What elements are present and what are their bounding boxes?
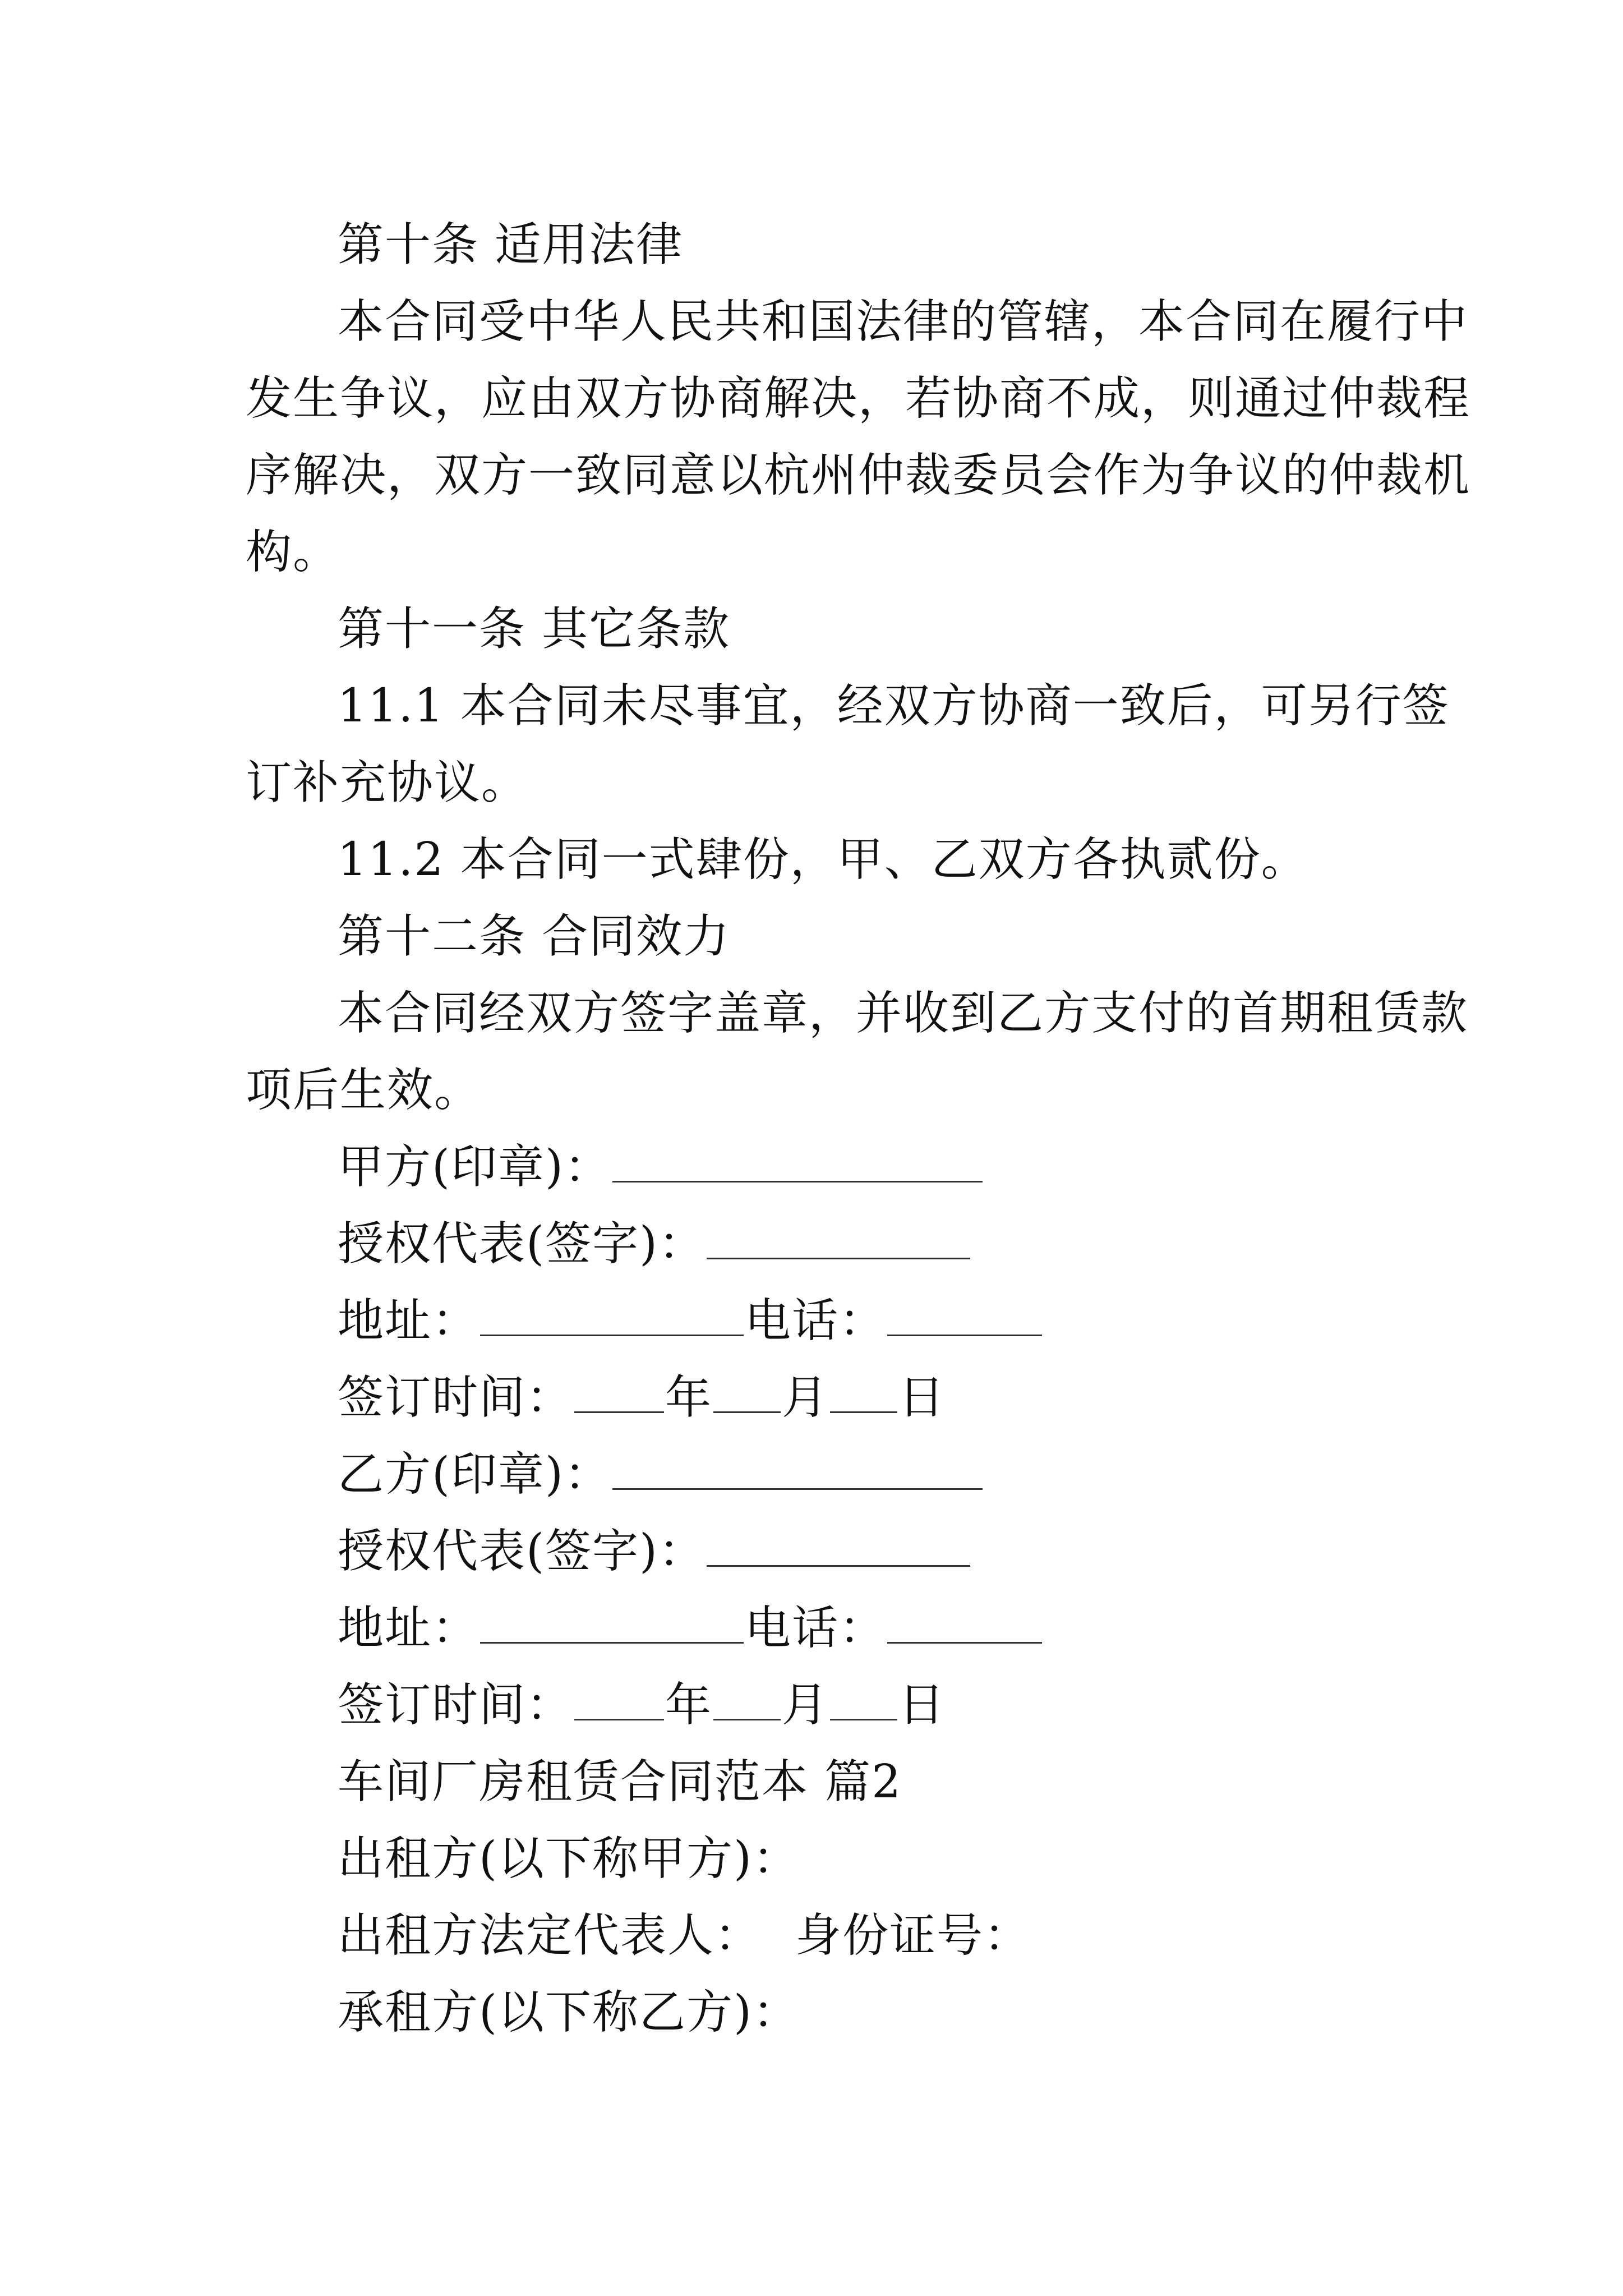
party-b-day-label: 日 (898, 1678, 946, 1732)
article-10-body-line: 序解决，双方一致同意以杭州仲裁委员会作为争议的仲裁机 (246, 449, 1471, 502)
party-b-phone-blank[interactable] (887, 1603, 1042, 1644)
party-b-address-label: 地址： (338, 1602, 479, 1655)
party-b-date-row (246, 1667, 1395, 1743)
party-a-address-row (246, 1282, 1395, 1359)
party-b-rep-row (246, 1513, 1395, 1590)
article-10-title: 第十条 适用法律 (338, 218, 684, 272)
party-a-date-label: 签订时间： (338, 1371, 574, 1424)
party-a-year-label: 年 (665, 1371, 713, 1424)
party-a-seal-blank[interactable] (612, 1142, 983, 1182)
clause-11-1-line: 11.1 本合同未尽事宜，经双方协商一致后，可另行签 (338, 679, 1450, 733)
article-11-title: 第十一条 其它条款 (338, 602, 731, 656)
article-12-title: 第十二条 合同效力 (338, 910, 731, 963)
party-b-seal-label: 乙方(印章)： (338, 1448, 611, 1501)
party-a-seal-label: 甲方(印章)： (338, 1140, 611, 1194)
party-b-date-label: 签订时间： (338, 1678, 574, 1732)
party-a-phone-label: 电话： (745, 1294, 887, 1347)
party-b-day-blank[interactable] (830, 1680, 897, 1720)
party-b-rep-label: 授权代表(签字)： (338, 1525, 706, 1578)
party-b-month-label: 月 (782, 1678, 829, 1732)
party-b-year-label: 年 (665, 1678, 713, 1732)
lessor-rep-label: 出租方法定代表人： (338, 1909, 762, 1962)
party-b-rep-blank[interactable] (707, 1526, 970, 1567)
party-a-rep-blank[interactable] (707, 1218, 970, 1259)
lessor-line: 出租方(以下称甲方)： (338, 1832, 800, 1885)
clause-11-2: 11.2 本合同一式肆份，甲、乙双方各执贰份。 (338, 833, 1308, 886)
article-10-body-line: 发生争议，应由双方协商解决，若协商不成，则通过仲裁程 (246, 372, 1471, 425)
document-content (246, 206, 1471, 2051)
party-b-address-blank[interactable] (480, 1603, 744, 1644)
party-a-month-label: 月 (782, 1371, 829, 1424)
lessor-rep-row (246, 1897, 1395, 1974)
party-b-phone-label: 电话： (745, 1602, 887, 1655)
party-a-phone-blank[interactable] (887, 1295, 1042, 1336)
article-12-body-line: 本合同经双方签字盖章，并收到乙方支付的首期租赁款 (338, 987, 1469, 1040)
party-a-date-row (246, 1359, 1395, 1436)
id-number-label: 身份证号： (795, 1909, 1031, 1962)
party-a-month-blank[interactable] (713, 1372, 781, 1413)
next-contract-title: 车间厂房租赁合同范本 篇2 (338, 1755, 902, 1809)
lessee-line: 承租方(以下称乙方)： (338, 1986, 800, 2039)
party-b-year-blank[interactable] (574, 1680, 664, 1720)
party-a-year-blank[interactable] (574, 1372, 664, 1413)
party-b-seal-row (246, 1436, 1395, 1513)
party-a-day-blank[interactable] (830, 1372, 897, 1413)
article-10-body-line: 本合同受中华人民共和国法律的管辖，本合同在履行中 (338, 295, 1469, 348)
party-b-month-blank[interactable] (713, 1680, 781, 1720)
party-a-address-label: 地址： (338, 1294, 479, 1347)
party-a-seal-row (246, 1129, 1395, 1205)
party-b-address-row (246, 1590, 1395, 1667)
party-a-address-blank[interactable] (480, 1295, 744, 1336)
article-10-body-line: 构。 (246, 526, 340, 579)
article-12-body-line: 项后生效。 (246, 1064, 482, 1117)
party-b-seal-blank[interactable] (612, 1449, 983, 1490)
party-a-rep-label: 授权代表(签字)： (338, 1217, 706, 1271)
party-a-day-label: 日 (898, 1371, 946, 1424)
clause-11-1-line: 订补充协议。 (246, 756, 529, 809)
party-a-rep-row (246, 1205, 1395, 1282)
